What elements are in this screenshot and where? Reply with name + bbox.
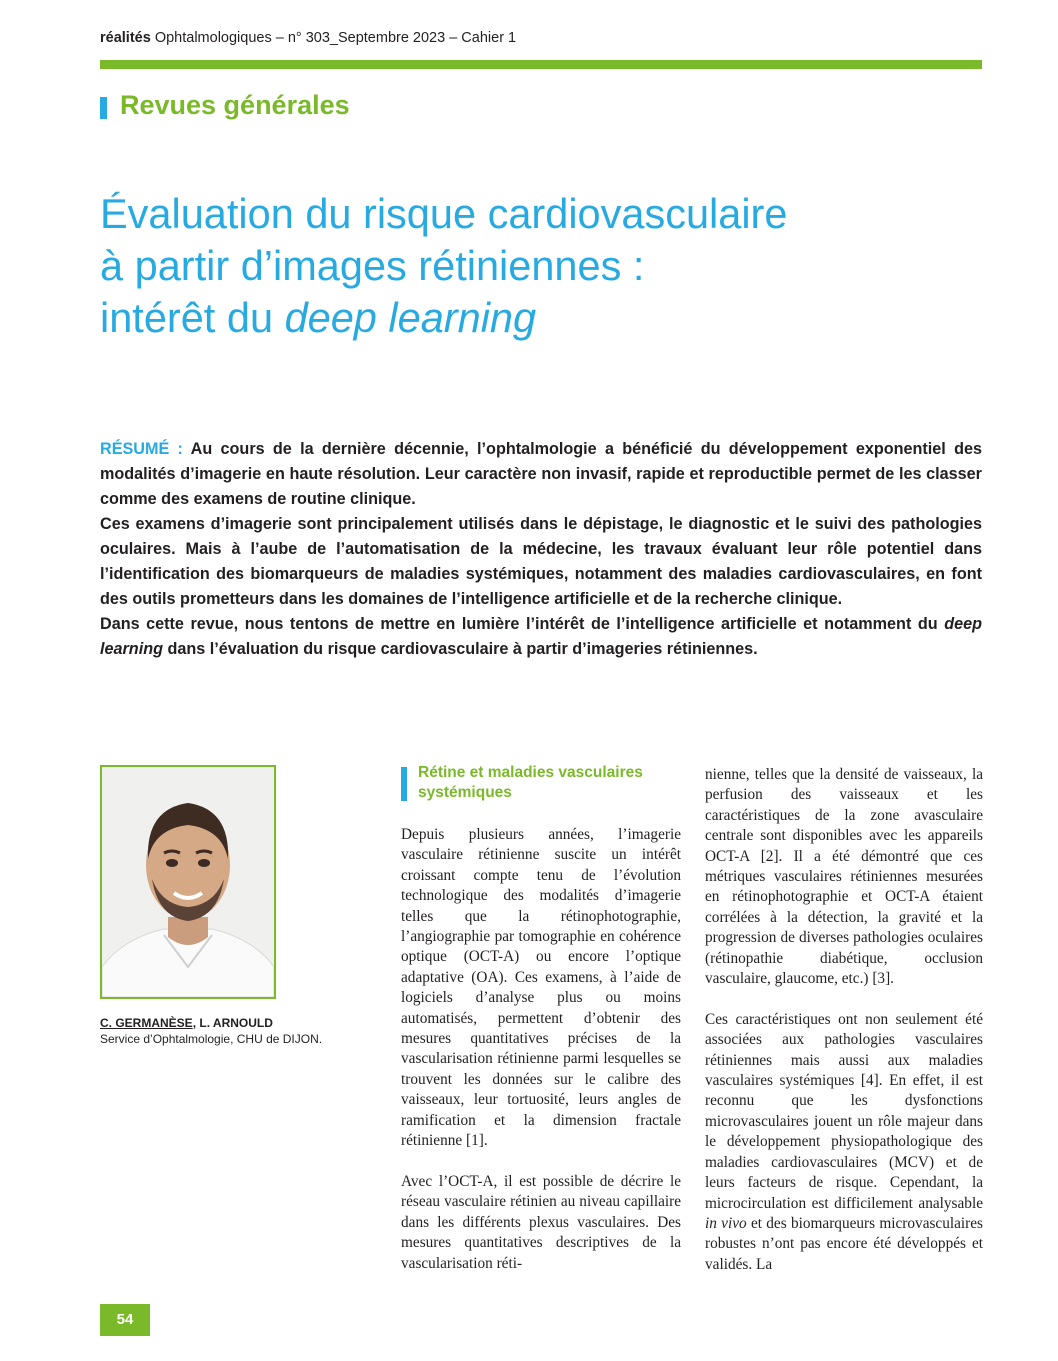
abstract-paragraph-3: Dans cette revue, nous tentons de mettre en lumière l’intérêt de l’intelligence artificielle et notamment du deep learning dans l’évaluation du risque cardiovasculaire à partir d’imageries rétiniennes. <box>100 615 982 658</box>
abstract-label: RÉSUMÉ : <box>100 440 183 458</box>
author-portrait-illustration <box>102 767 274 997</box>
title-line-1: Évaluation du risque cardiovasculaire <box>100 190 788 237</box>
abstract-paragraph-1: RÉSUMÉ : Au cours de la dernière décennie, l’ophtalmologie a bénéficié du développement exponentiel des modalités d’imagerie en haute résolution. Leur caractère non invasif, rapide et reproductible permet de les classer comme des examens de routine clinique. <box>100 440 982 508</box>
author-names: C. GERMANÈSE, L. ARNOULD <box>100 1016 273 1030</box>
subheading-marker <box>401 767 407 801</box>
header-rule <box>100 60 982 69</box>
running-header <box>100 30 516 46</box>
abstract-paragraph-2: Ces examens d’imagerie sont principalement utilisés dans le dépistage, le diagnostic et le suivi des pathologies oculaires. Mais à l’aube de l’automatisation de la médecine, les travaux évaluant leur rôle potentiel dans l’identification des biomarqueurs de maladies systémiques, notamment des maladies cardiovasculaires, en font des outils prometteurs dans les domaines de l’intelligence artificielle et de la recherche clinique. <box>100 515 982 608</box>
author-2: L. ARNOULD <box>199 1016 273 1030</box>
body-column-1 <box>401 825 681 1294</box>
body-paragraph: Ces caractéristiques ont non seulement été associées aux pathologies vasculaires rétiniennes mais aussi aux maladies vasculaires systémiques [4]. En effet, il est reconnu que les dysfonctions microvasculaires jouent un rôle majeur dans le développement physiopathologique des maladies cardiovasculaires (MCV) et de leurs facteurs de risque. Cependant, la microcirculation est difficilement analysable in vivo et des biomarqueurs microvasculaires robustes n’ont pas encore été développés et validés. La <box>705 1010 983 1273</box>
article-title <box>100 188 980 344</box>
abstract <box>100 437 982 662</box>
journal-name: réalités <box>100 30 151 46</box>
author-affiliation: Service d’Ophtalmologie, CHU de DIJON. <box>100 1032 323 1046</box>
page-number: 54 <box>100 1304 150 1336</box>
author-1: C. GERMANÈSE <box>100 1016 193 1030</box>
section-marker <box>100 97 107 119</box>
journal-issue: Ophtalmologiques – n° 303_Septembre 2023 – Cahier 1 <box>154 30 517 46</box>
body-paragraph: Avec l’OCT-A, il est possible de décrire le réseau vasculaire rétinien au niveau capillaire dans les différents plexus vasculaires. Des mesures quantitatives descriptives de la vascularisation réti- <box>401 1172 681 1272</box>
body-paragraph: nienne, telles que la densité de vaisseaux, la perfusion des vaisseaux et les caractéristiques de la zone avasculaire centrale sont disponibles avec les appareils OCT-A [2]. Il a été démontré que ces métriques vasculaires rétiniennes mesurées en rétinophotographie et OCT-A étaient corrélées à la détection, la gravité et la progression de diverses pathologies oculaires (rétinopathie diabétique, occlusion vasculaire, glaucome, etc.) [3]. <box>705 766 983 988</box>
title-line-2: à partir d’images rétiniennes : <box>100 242 645 289</box>
subheading: Rétine et maladies vasculaires systémiques <box>418 764 643 801</box>
section-title: Revues générales <box>120 90 350 120</box>
author-photo <box>100 765 276 999</box>
body-column-2 <box>705 765 983 1296</box>
body-paragraph: Depuis plusieurs années, l’imagerie vasculaire rétinienne suscite un intérêt croissant compte tenu de l’évolution technologique des modalités d’imagerie telles que la rétinophotographie, l’angiographie par tomographie en cohérence optique (OCT-A) ou encore l’optique adaptative (OA). Ces examens, à l’aide de logiciels d’analyse plus ou moins automatisés, permettent d’obtenir des mesures quantitatives précises de la vascularisation rétinienne parmi lesquelles se trouvent les données sur le calibre des vaisseaux, leur tortuosité, leurs angles de ramification et la dimension fractale rétinienne [1]. <box>401 826 681 1150</box>
title-line-3: intérêt du deep learning <box>100 294 537 341</box>
